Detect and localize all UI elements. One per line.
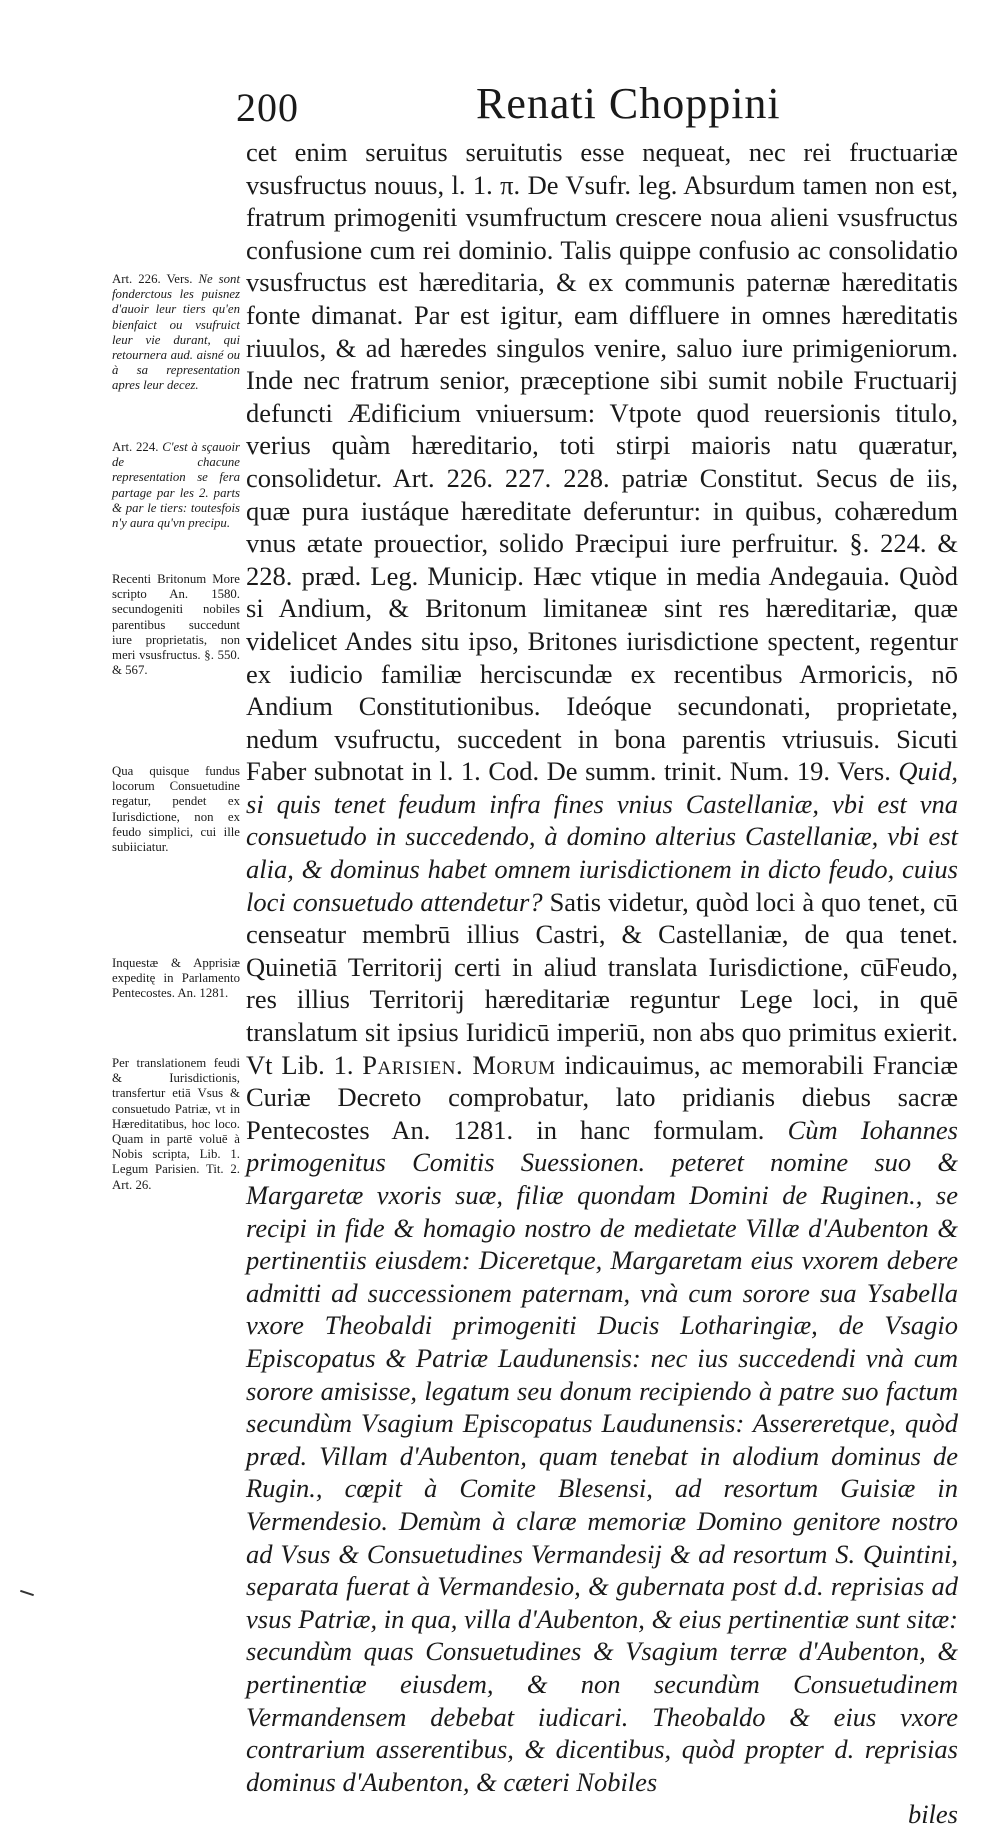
paragraph-4: indicauimus, ac memorabili Franciæ Curiæ Decreto comprobatur, lato pridianis diebus sacræ Pentecostes An. 1281. in hanc formulam. (246, 1049, 958, 1145)
margin-note-ref: Art. 226. Vers. (112, 272, 193, 286)
decree-quotation: Cùm Iohannes primogenitus Comitis Suessionen. peteret nomine suo & Margaretæ vxoris suæ, filiæ quondam Domini de Ruginen., se recipi in fide & homagio nostro de medietate Villæ d'Aubenton & pertinentiis eiusdem: Diceretque, Margaretam eius vxorem debere admitti ad successionem paternam, vnà cum sorore sua Ysabella vxore Theobaldi primogeniti Ducis Lotharingiæ, de Vsagio Episcopatus & Patriæ Laudunensis: nec ius succedendi vnà cum sorore amisisse, legatum seu donum recipiendo à patre suo factum secundùm Vsagium Episcopatus Laudunensis: Assereretque, quòd præd. Villam d'Aubenton, quam tenebat in alodium dominus de Rugin., cœpit à Comite Blesensi, ad resortum Guisiæ in Vermendesio. Demùm à claræ memoriæ Domino genitore nostro ad Vsus & Consuetudines Vermandesij & ad resortum S. Quintini, separata fuerat à Vermandesio, & gubernata post d.d. reprisias ad vsus Patriæ, in qua, villa d'Aubenton, & eius pertinentiæ sunt sitæ: secundùm quas Consuetudines & Vsagium terræ d'Aubenton, & pertinentiæ eiusdem, & non secundùm Consuetudinem Vermandensem debebat iudicari. Theobaldo & eius vxore contrarium asserentibus, & dicentibus, quòd propter d. reprisias dominus d'Aubenton, & cæteri Nobiles (246, 1114, 958, 1797)
margin-note-text: Recenti Britonum More scripto An. 1580. secundogeniti nobiles parentibus succedunt iure proprietatis, non meri vsusfructus. §. 550. & 567. (112, 572, 240, 678)
margin-note-6 (112, 1056, 240, 1193)
margin-note-text: Per translationem feudi & Iurisdictionis, transfertur etiā Vsus & consuetudo Patriæ, vt in Hæreditatibus, hoc loco. Quam in partē voluē à Nobis scripta, Lib. 1. Legum Parisien. Tit. 2. Art. 26. (112, 1056, 240, 1192)
paragraph-1: cet enim seruitus seruitutis esse nequeat, nec rei fructuariæ vsusfructus nouus, l. 1. π. De Vsufr. leg. Absurdum tamen non est, fratrum primogeniti vsumfructum crescere noua alieni vsusfructus confusione cum rei dominio. Talis quippe confusio ac consolidatio vsusfructus est hæreditaria, & ex communis paternæ hæreditatis fonte dimanat. Par est igitur, eam diffluere in omnes hæreditatis riuulos, & ad hæredes singulos venire, saluo iure primigeniorum. Inde nec fratrum senior, præceptione sibi sumit nobile Fructuarij defuncti Ædificium vniuersum: Vtpote quod reuersionis titulo, verius quàm hæreditario, toti stirpi maioris natu quæratur, consolidetur. Art. 226. 227. 228. patriæ Constitut. Secus de iis, quæ pura iustáque hæreditate deferuntur: in quibus, cohæredum vnus ætate prouectior, solido Præcipui iure perfruitur. §. 224. & 228. præd. Leg. Municip. Hæc vtique in media Andegauia. Quòd si Andium, & Britonum limitaneæ sint res hæreditariæ, quæ videlicet Andes situ ipso, Britones iurisdictione spectent, regentur ex iudicio familiæ herciscundæ ex recentibus Armoricis, nō Andium Constitutionibus. Ideóque secundonati, proprietate, nedum vsufructu, succedent in bona parentis vtriusuis. Sicuti Faber subnotat in l. 1. Cod. De summ. trinit. Num. 19. Vers. (246, 137, 958, 787)
paragraph-3: Quinetiā Territorij certi in aliud translata Iurisdictione, cūFeudo, res illius Territorij hæreditariæ reguntur Lege loci, in quē translatum sit ipsius Iuridicū imperiū, non abs quo primitus exierit. Vt Lib. 1. (246, 951, 958, 1080)
margin-note-4 (112, 764, 240, 855)
margin-note-3 (112, 572, 240, 678)
margin-note-5 (112, 956, 240, 1002)
margin-note-2 (112, 440, 240, 531)
small-caps-reference: Parisien. Morum (362, 1049, 556, 1080)
quoted-question: Quid, si quis tenet feudum infra fines vnius Castellaniæ, vbi est vna consuetudo in succedendo, à domino alterius Castellaniæ, vbi est alia, & dominus habet omnem iurisdictionem in dicto feudo, cuius loci consuetudo attendetur? (246, 756, 958, 917)
page-header (236, 78, 976, 138)
margin-note-text: Inquestæ & Apprisiæ expeditę in Parlamento Pentecostes. An. 1281. (112, 956, 240, 1001)
stray-ink-mark (20, 1590, 34, 1596)
margin-note-text: Qua quisque fundus locorum Consuetudine regatur, pendet ex Iurisdictione, non ex feudo simplici, cui ille subiiciatur. (112, 764, 240, 855)
margin-note-text: C'est à sçauoir de chacune representation se fera partage par les 2. parts & par le tiers: toutesfois n'y aura qu'vn precipu. (112, 440, 240, 531)
main-text-block (246, 136, 958, 1831)
page-number: 200 (236, 85, 299, 130)
margin-note-1 (112, 272, 240, 394)
margin-note-text: Ne sont fonderctous les puisnez d'auoir leur tiers qu'en bienfaict ou vsufruict leur vie durant, qui retournera aud. aisné ou à sa representation apres leur decez. (112, 272, 241, 393)
catchword: biles (907, 1799, 958, 1830)
paragraph-2: Satis videtur, quòd loci à quo tenet, cū censeatur membrū illius Castri, & Castellaniæ, de qua tenet. (246, 886, 958, 950)
margin-note-ref: Art. 224. (112, 440, 159, 454)
running-title: Renati Choppini (476, 79, 781, 128)
